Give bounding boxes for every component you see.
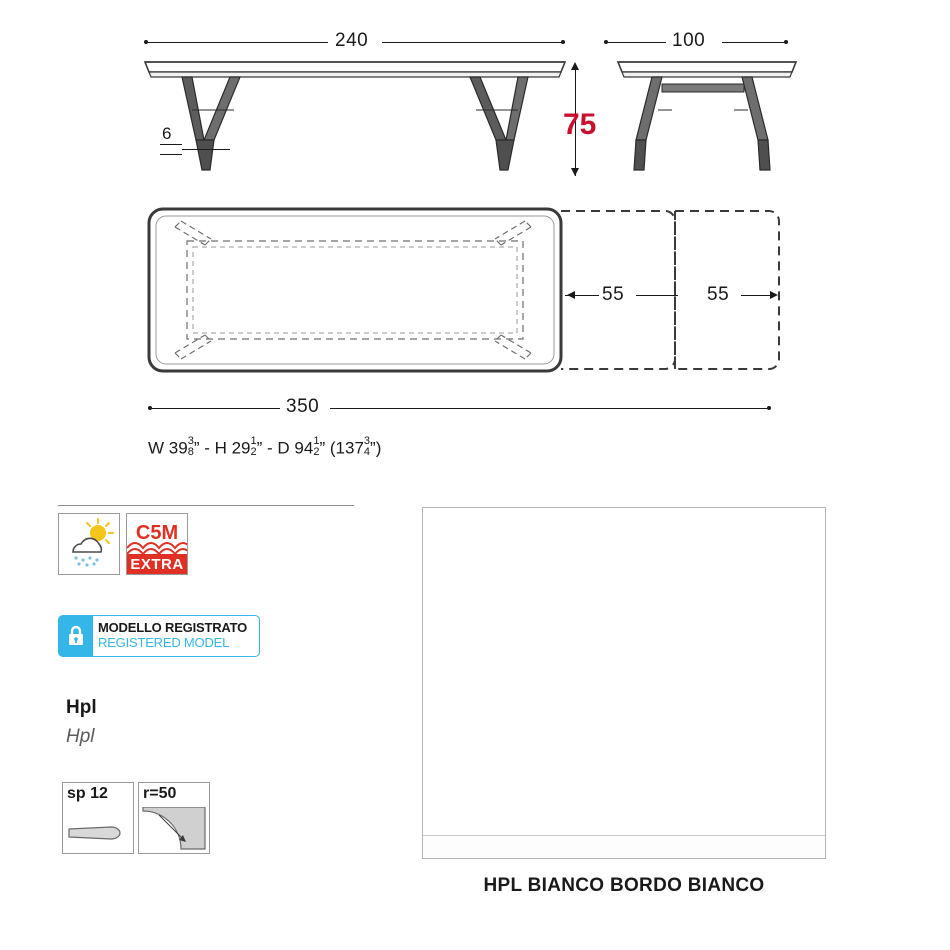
dim-55-left-line bbox=[575, 295, 599, 296]
finish-sample-image bbox=[422, 507, 826, 859]
corrosion-class-badge bbox=[126, 513, 188, 575]
dim-55-right-arrow bbox=[770, 291, 778, 299]
dim-55-left-label: 55 bbox=[602, 284, 625, 305]
finish-sample-caption: HPL BIANCO BORDO BIANCO bbox=[483, 875, 765, 896]
registered-model-text bbox=[93, 616, 259, 656]
corner-radius-icon bbox=[139, 807, 209, 853]
imperial-width-suffix: ” bbox=[193, 438, 200, 458]
imperial-height-suffix: ” bbox=[256, 438, 263, 458]
dim-100-line-right bbox=[722, 42, 784, 43]
dim-thickness-leader bbox=[182, 149, 230, 150]
dim-55-mid-line bbox=[636, 295, 678, 296]
sun-cloud-rain-icon bbox=[58, 513, 120, 575]
imperial-alt-open: (137 bbox=[329, 438, 364, 458]
imperial-depth-suffix: ” bbox=[319, 438, 326, 458]
imperial-depth-fraction: 1 2 bbox=[313, 435, 320, 458]
dim-350-line-left bbox=[152, 408, 280, 409]
dim-75-arrow-up bbox=[571, 62, 579, 70]
dim-240-end-dot bbox=[561, 40, 565, 44]
side-elevation-drawing bbox=[612, 50, 802, 180]
dim-55-right-line bbox=[741, 295, 773, 296]
finish-sample-edge bbox=[423, 835, 825, 858]
dim-100-end-dot bbox=[784, 40, 788, 44]
certification-icons bbox=[58, 513, 188, 575]
lock-icon bbox=[59, 616, 93, 656]
imperial-width-prefix: W 39 bbox=[148, 438, 188, 458]
badges-divider bbox=[58, 505, 354, 506]
plan-view-drawing bbox=[145, 205, 785, 385]
imperial-dimensions-caption bbox=[148, 436, 381, 458]
radius-spec-label: r=50 bbox=[143, 785, 177, 802]
dim-240-line-right bbox=[382, 42, 562, 43]
imperial-depth-prefix: - D 94 bbox=[267, 438, 314, 458]
dim-75-arrow-down bbox=[571, 168, 579, 176]
dim-thickness-label: 6 bbox=[162, 124, 172, 143]
imperial-width-fraction: 3 8 bbox=[187, 435, 194, 458]
dim-350-line-right bbox=[330, 408, 768, 409]
imperial-alt-close: ”) bbox=[370, 438, 382, 458]
spec-icons bbox=[62, 782, 210, 854]
registered-model-badge bbox=[58, 615, 260, 657]
registered-model-line-en: REGISTERED MODEL bbox=[98, 634, 230, 650]
imperial-alt-fraction: 3 4 bbox=[363, 435, 371, 458]
dim-thickness-tick-top bbox=[160, 144, 182, 145]
dim-100-label: 100 bbox=[672, 30, 706, 51]
imperial-height-fraction: 1 2 bbox=[250, 435, 257, 458]
front-elevation-drawing bbox=[140, 50, 570, 180]
dim-75-label: 75 bbox=[563, 108, 597, 141]
edge-profile-icon bbox=[63, 813, 133, 851]
corrosion-extra-label: EXTRA bbox=[127, 554, 187, 574]
dim-thickness-tick-bottom bbox=[160, 154, 182, 155]
dim-55-right-label: 55 bbox=[707, 284, 730, 305]
dim-350-label: 350 bbox=[286, 396, 320, 417]
thickness-spec-label: sp 12 bbox=[67, 785, 108, 802]
wave-decoration-icon bbox=[127, 536, 188, 554]
registered-model-line-it: MODELLO REGISTRATO bbox=[98, 620, 248, 636]
dim-75-axis bbox=[575, 64, 576, 104]
dim-350-end-dot bbox=[767, 406, 771, 410]
material-name-it: Hpl bbox=[66, 726, 95, 747]
radius-spec-box bbox=[138, 782, 210, 854]
dim-55-left-arrow bbox=[567, 291, 575, 299]
corrosion-class-code: C5M bbox=[135, 521, 179, 544]
dim-240-label: 240 bbox=[335, 30, 369, 51]
dim-240-line-left bbox=[148, 42, 328, 43]
thickness-spec-box bbox=[62, 782, 134, 854]
imperial-height-prefix: - H 29 bbox=[204, 438, 251, 458]
material-name-en: Hpl bbox=[66, 697, 97, 718]
dim-100-line-left bbox=[608, 42, 666, 43]
